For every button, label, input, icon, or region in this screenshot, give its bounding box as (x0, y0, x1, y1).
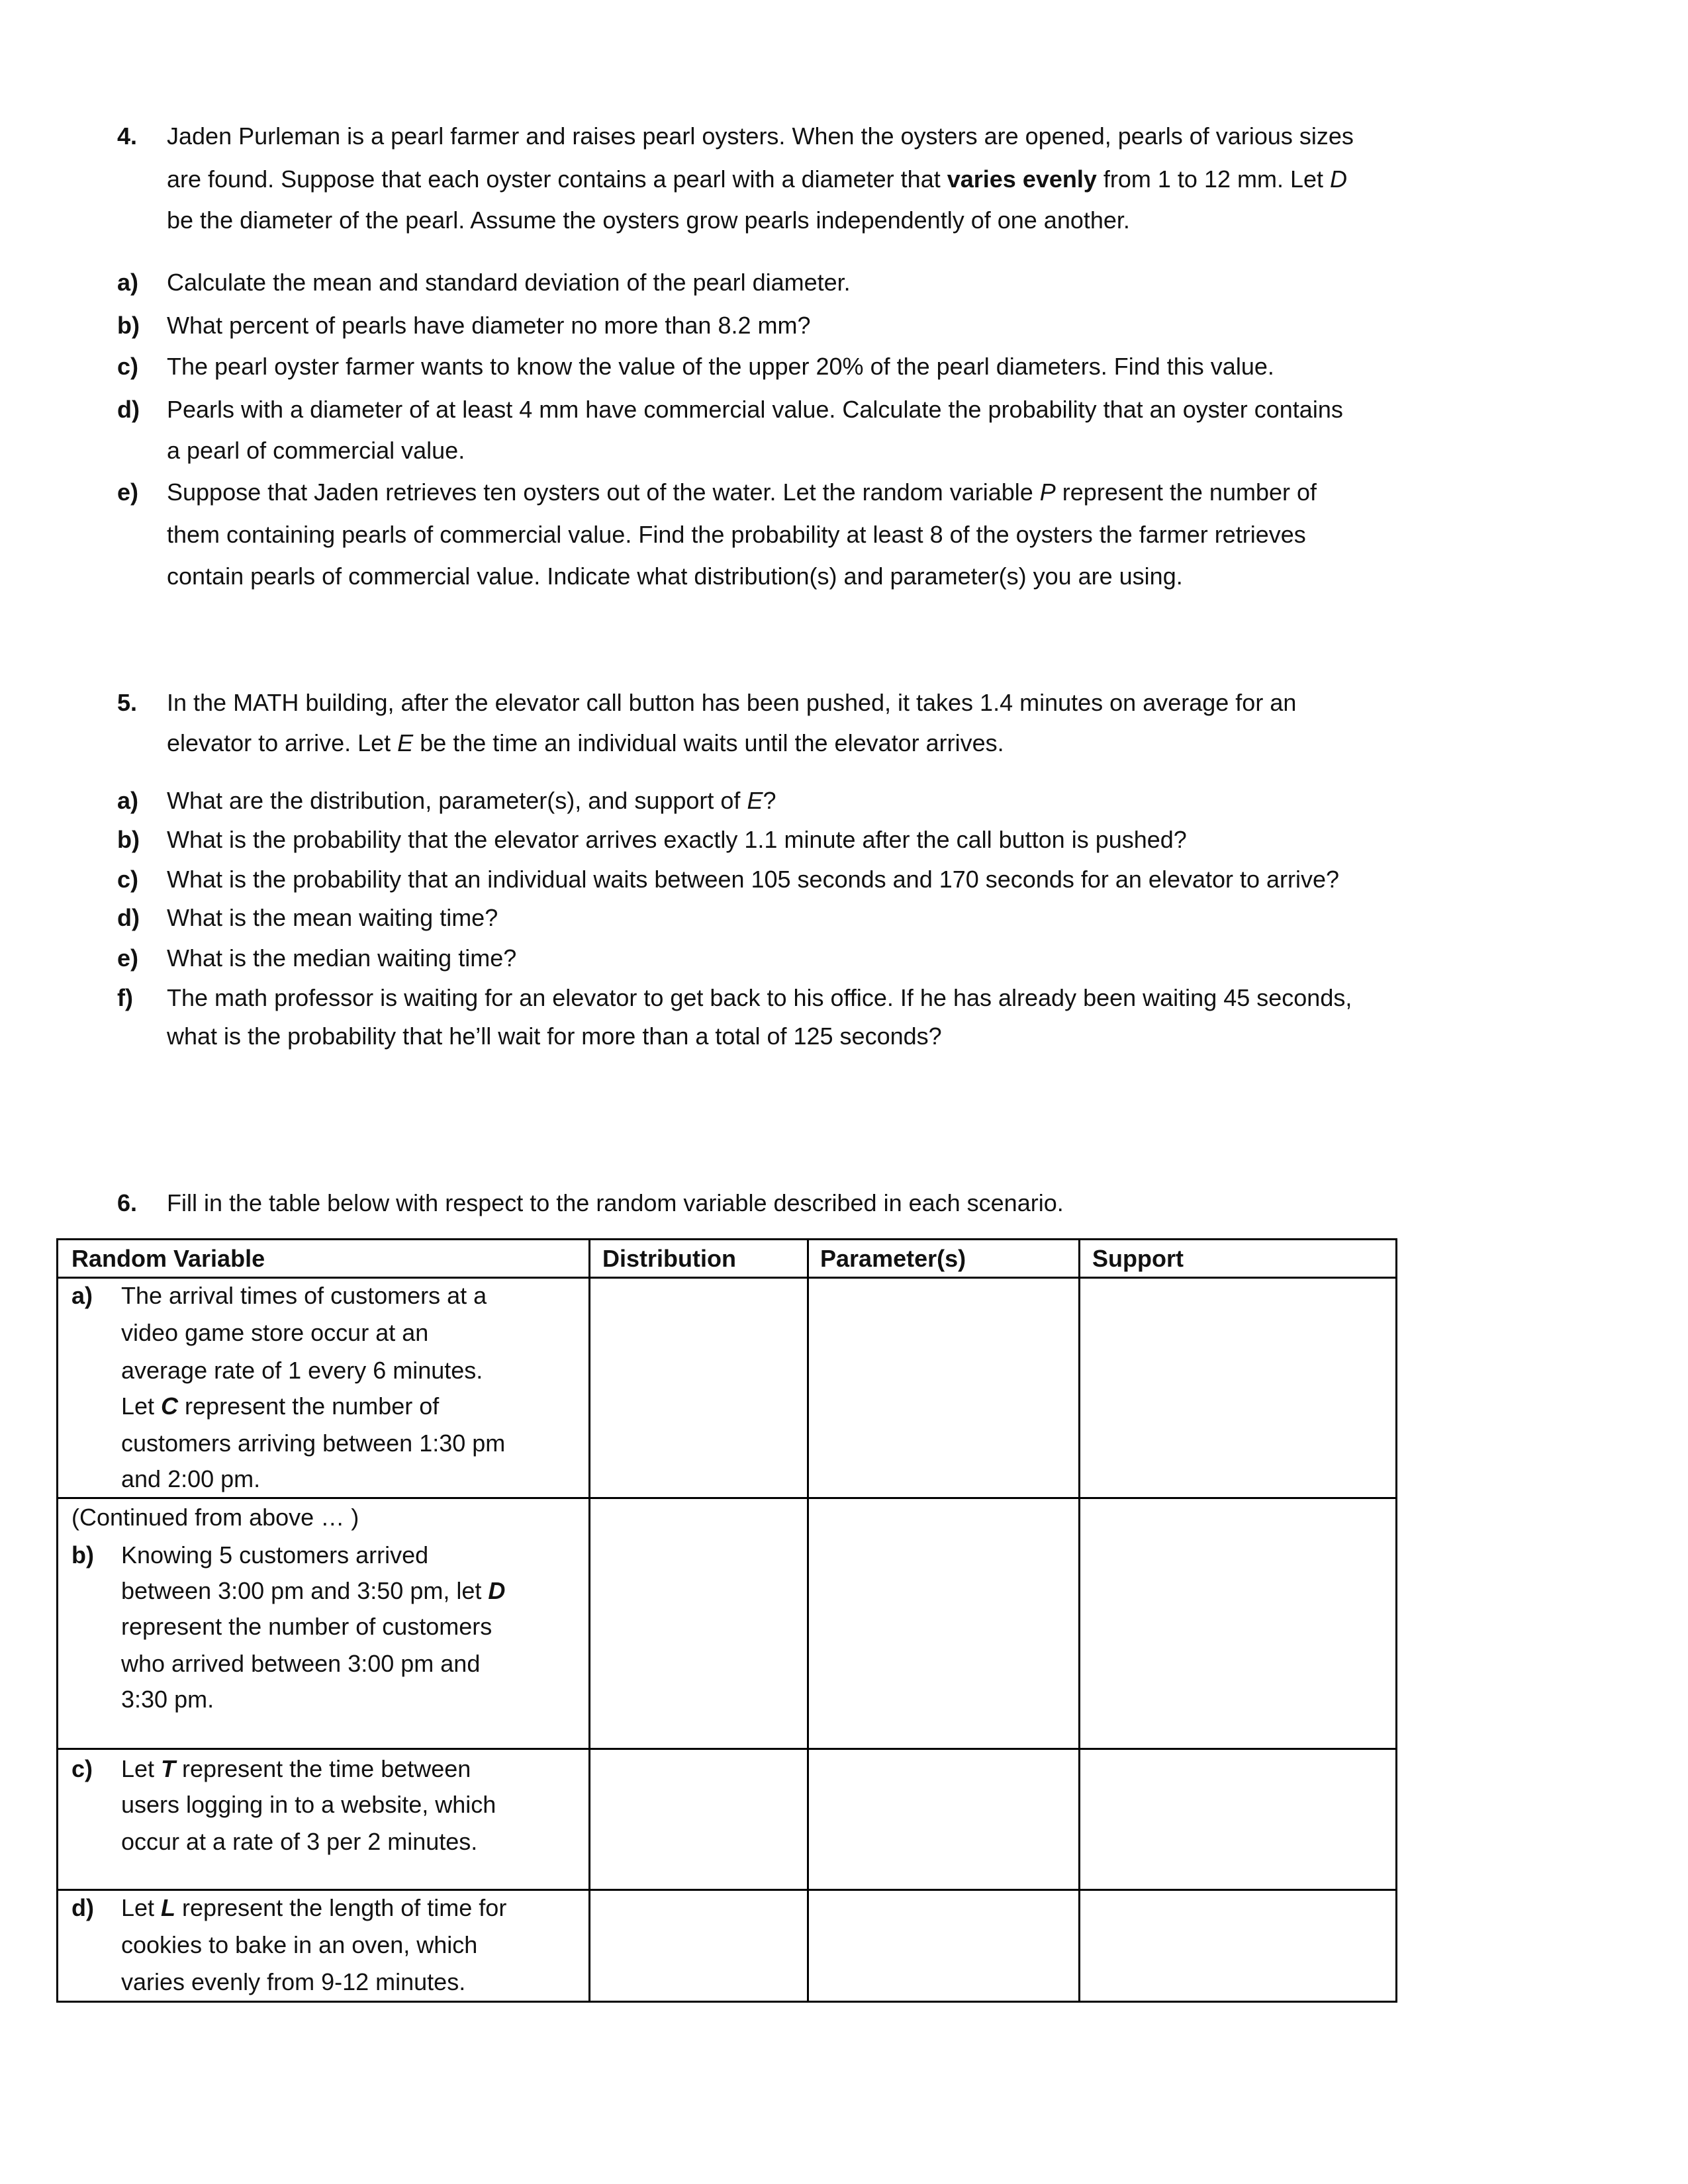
text-segment: What percent of pearls have diameter no more than 8.2 mm? (167, 312, 811, 339)
question-number: 4. (117, 122, 138, 150)
text-segment: Let (121, 1392, 162, 1420)
row-text (121, 1318, 428, 1347)
part-text (167, 983, 1352, 1013)
part-label: f) (117, 984, 133, 1011)
question-text (167, 165, 1347, 194)
text-segment: varies evenly from 9-12 minutes. (121, 1968, 466, 1995)
text-segment: What is the median waiting time? (167, 944, 517, 972)
table-header: Support (1092, 1245, 1184, 1272)
text-segment: customers arriving between 1:30 pm (121, 1430, 506, 1457)
row-text (121, 1281, 487, 1310)
answer-cell-support[interactable] (1080, 1891, 1395, 2001)
emphasis-text: E (397, 729, 414, 756)
text-segment: average rate of 1 every 6 minutes. (121, 1357, 483, 1384)
text-segment: elevator to arrive. Let (167, 729, 398, 756)
part-label: c) (117, 866, 139, 893)
answer-cell-parameters[interactable] (809, 1279, 1078, 1497)
question-text (167, 1189, 1064, 1218)
text-segment: Suppose that Jaden retrieves ten oysters out of the water. Let the random variable (167, 478, 1040, 506)
table-border (56, 1238, 58, 2003)
text-segment: users logging in to a website, which (121, 1791, 496, 1818)
row-text (121, 1931, 477, 1960)
table-border (1395, 1238, 1397, 2003)
row-text (121, 1754, 471, 1784)
part-text (167, 395, 1343, 424)
part-text (167, 352, 1274, 381)
continued-note: (Continued from above … ) (71, 1504, 359, 1531)
answer-cell-support[interactable] (1080, 1750, 1395, 1889)
row-text (121, 1429, 505, 1458)
text-segment: contain pearls of commercial value. Indicate what distribution(s) and parameter(s) you are using. (167, 563, 1183, 590)
part-label: d) (117, 396, 140, 423)
text-segment: The pearl oyster farmer wants to know the value of the upper 20% of the pearl diameters. Find this value. (167, 353, 1274, 380)
text-segment: from 1 to 12 mm. Let (1096, 165, 1331, 193)
emphasis-text: C (161, 1392, 179, 1420)
text-segment: cookies to bake in an oven, which (121, 1931, 478, 1958)
text-segment: represent the number of customers (121, 1613, 492, 1640)
emphasis-text: E (747, 787, 763, 814)
part-text (167, 865, 1339, 894)
part-text (167, 944, 516, 973)
question-text (167, 688, 1296, 717)
row-label: d) (71, 1894, 94, 1921)
text-segment: represent the time between (175, 1755, 471, 1782)
part-text (167, 786, 776, 815)
row-label: a) (71, 1282, 93, 1309)
part-text (167, 903, 498, 933)
text-segment: represent the number of (1055, 478, 1317, 506)
row-label: c) (71, 1755, 93, 1782)
emphasis-text: D (1330, 165, 1348, 193)
emphasis-text: T (161, 1755, 176, 1782)
text-segment: The arrival times of customers at a (121, 1282, 487, 1309)
answer-cell-parameters[interactable] (809, 1891, 1078, 2001)
answer-cell-parameters[interactable] (809, 1750, 1078, 1889)
emphasis-text: varies evenly (947, 165, 1097, 193)
emphasis-text: D (488, 1577, 506, 1604)
text-segment: occur at a rate of 3 per 2 minutes. (121, 1828, 478, 1855)
question-number: 6. (117, 1189, 138, 1216)
row-text (121, 1541, 428, 1570)
text-segment: What is the mean waiting time? (167, 904, 498, 931)
text-segment: Let (121, 1894, 162, 1921)
row-text (121, 1612, 492, 1641)
part-label: e) (117, 944, 139, 972)
row-text (121, 1893, 506, 1923)
row-text (121, 1790, 496, 1819)
text-segment: What is the probability that an individual waits between 105 seconds and 170 seconds for an elevator to arrive? (167, 866, 1340, 893)
part-text (167, 478, 1317, 507)
text-segment: ? (763, 787, 776, 814)
answer-cell-distribution[interactable] (590, 1891, 807, 2001)
part-label: a) (117, 787, 139, 814)
text-segment: what is the probability that he’ll wait for more than a total of 125 seconds? (167, 1023, 942, 1050)
row-label: b) (71, 1541, 94, 1569)
part-label: b) (117, 826, 140, 853)
row-text (121, 1465, 260, 1494)
part-text (167, 436, 465, 465)
answer-cell-parameters[interactable] (809, 1499, 1078, 1748)
table-border (56, 1238, 1397, 1240)
text-segment: Fill in the table below with respect to the random variable described in each scenario. (167, 1189, 1064, 1216)
text-segment: represent the length of time for (175, 1894, 507, 1921)
part-text (167, 311, 811, 340)
text-segment: and 2:00 pm. (121, 1465, 261, 1492)
text-segment: 3:30 pm. (121, 1686, 214, 1713)
row-text (121, 1649, 480, 1678)
text-segment: who arrived between 3:00 pm and (121, 1650, 481, 1677)
table-border (56, 2001, 1397, 2003)
part-text (167, 1022, 942, 1051)
text-segment: are found. Suppose that each oyster contains a pearl with a diameter that (167, 165, 947, 193)
part-text (167, 268, 851, 297)
question-text (167, 729, 1004, 758)
part-label: a) (117, 269, 139, 296)
text-segment: be the time an individual waits until the elevator arrives. (413, 729, 1004, 756)
part-label: e) (117, 478, 139, 506)
answer-cell-distribution[interactable] (590, 1279, 807, 1497)
text-segment: Pearls with a diameter of at least 4 mm have commercial value. Calculate the probability that an oyster contains (167, 396, 1343, 423)
emphasis-text: P (1039, 478, 1056, 506)
text-segment: them containing pearls of commercial value. Find the probability at least 8 of the oysters the farmer retrieves (167, 521, 1306, 548)
text-segment: The math professor is waiting for an elevator to get back to his office. If he has already been waiting 45 seconds, (167, 984, 1352, 1011)
text-segment: What are the distribution, parameter(s), and support of (167, 787, 747, 814)
text-segment: In the MATH building, after the elevator call button has been pushed, it takes 1.4 minutes on average for an (167, 689, 1297, 716)
question-number: 5. (117, 689, 138, 716)
text-segment: a pearl of commercial value. (167, 437, 465, 464)
row-text (121, 1356, 483, 1385)
table-header: Parameter(s) (820, 1245, 966, 1272)
row-text (121, 1827, 477, 1856)
row-text (121, 1576, 505, 1606)
answer-cell-support[interactable] (1080, 1279, 1395, 1497)
text-segment: Knowing 5 customers arrived (121, 1541, 429, 1569)
text-segment: be the diameter of the pearl. Assume the oysters grow pearls independently of one another. (167, 206, 1130, 234)
text-segment: video game store occur at an (121, 1319, 429, 1346)
part-label: d) (117, 904, 140, 931)
question-text (167, 206, 1130, 235)
text-segment: between 3:00 pm and 3:50 pm, let (121, 1577, 489, 1604)
emphasis-text: L (161, 1894, 176, 1921)
part-text (167, 520, 1306, 549)
part-text (167, 825, 1187, 854)
part-label: c) (117, 353, 139, 380)
part-label: b) (117, 312, 140, 339)
row-text (121, 1968, 465, 1997)
text-segment: Jaden Purleman is a pearl farmer and raises pearl oysters. When the oysters are opened, pearls of various sizes (167, 122, 1354, 150)
text-segment: represent the number of (178, 1392, 440, 1420)
answer-cell-distribution[interactable] (590, 1750, 807, 1889)
row-text (121, 1685, 214, 1714)
text-segment: What is the probability that the elevator arrives exactly 1.1 minute after the call button is pushed? (167, 826, 1187, 853)
question-text (167, 122, 1354, 151)
table-header: Random Variable (71, 1245, 265, 1272)
answer-cell-distribution[interactable] (590, 1499, 807, 1748)
part-text (167, 562, 1183, 591)
text-segment: Let (121, 1755, 162, 1782)
text-segment: Calculate the mean and standard deviation of the pearl diameter. (167, 269, 851, 296)
table-header: Distribution (602, 1245, 736, 1272)
answer-cell-support[interactable] (1080, 1499, 1395, 1748)
row-text (121, 1392, 439, 1421)
